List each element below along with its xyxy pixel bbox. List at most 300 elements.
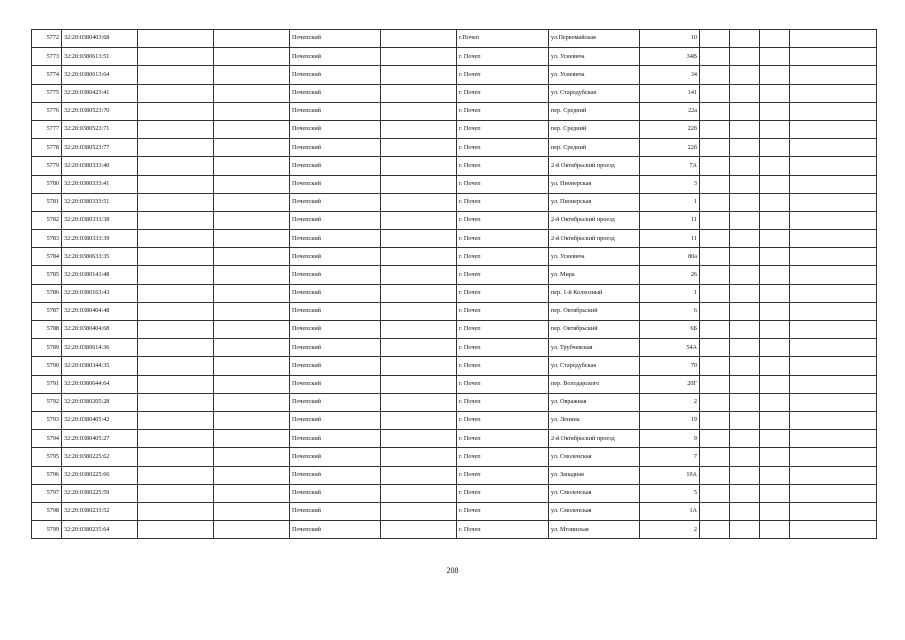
empty-cell <box>138 411 214 429</box>
empty-cell <box>730 157 760 175</box>
empty-cell <box>730 357 760 375</box>
house-number-cell: 5 <box>640 484 700 502</box>
empty-cell <box>700 375 730 393</box>
empty-cell <box>760 357 790 375</box>
empty-cell <box>730 339 760 357</box>
empty-cell <box>760 211 790 229</box>
empty-cell <box>700 284 730 302</box>
empty-cell <box>214 230 290 248</box>
empty-cell <box>381 66 457 84</box>
street-cell: 2-й Октябрьский проезд <box>549 230 640 248</box>
locality-cell: г. Почеп <box>457 357 549 375</box>
empty-cell <box>760 102 790 120</box>
house-number-cell: 6 <box>640 302 700 320</box>
empty-cell <box>214 102 290 120</box>
empty-cell <box>138 484 214 502</box>
row-number-cell: 5794 <box>32 430 62 448</box>
row-number-cell: 5792 <box>32 393 62 411</box>
empty-cell <box>138 248 214 266</box>
registry-table <box>31 29 877 539</box>
empty-cell <box>700 321 730 339</box>
empty-cell <box>730 84 760 102</box>
table-row <box>32 157 877 175</box>
locality-cell: г. Почеп <box>457 248 549 266</box>
empty-cell <box>381 102 457 120</box>
empty-cell <box>730 66 760 84</box>
district-cell: Почепский <box>290 157 381 175</box>
district-cell: Почепский <box>290 102 381 120</box>
empty-cell <box>790 175 877 193</box>
cadastral-number-cell: 32:20:0380333:40 <box>62 157 138 175</box>
row-number-cell: 5774 <box>32 66 62 84</box>
empty-cell <box>790 357 877 375</box>
table-row <box>32 139 877 157</box>
empty-cell <box>730 466 760 484</box>
cadastral-number-cell: 32:20:0380143:48 <box>62 266 138 284</box>
cadastral-number-cell: 32:20:0380225:62 <box>62 448 138 466</box>
house-number-cell: 20Г <box>640 375 700 393</box>
locality-cell: г. Почеп <box>457 430 549 448</box>
empty-cell <box>700 521 730 539</box>
house-number-cell: 10А <box>640 466 700 484</box>
house-number-cell: 1А <box>640 502 700 520</box>
empty-cell <box>760 48 790 66</box>
locality-cell: г. Почеп <box>457 120 549 138</box>
empty-cell <box>790 375 877 393</box>
empty-cell <box>790 466 877 484</box>
house-number-cell: 22б <box>640 139 700 157</box>
empty-cell <box>730 248 760 266</box>
empty-cell <box>138 321 214 339</box>
row-number-cell: 5773 <box>32 48 62 66</box>
table-row <box>32 120 877 138</box>
empty-cell <box>700 430 730 448</box>
table-row <box>32 357 877 375</box>
empty-cell <box>730 211 760 229</box>
table-row <box>32 430 877 448</box>
empty-cell <box>381 466 457 484</box>
empty-cell <box>381 120 457 138</box>
empty-cell <box>138 393 214 411</box>
locality-cell: г. Почеп <box>457 321 549 339</box>
locality-cell: г. Почеп <box>457 302 549 320</box>
district-cell: Почепский <box>290 411 381 429</box>
row-number-cell: 5778 <box>32 139 62 157</box>
empty-cell <box>760 430 790 448</box>
cadastral-number-cell: 32:20:0380523:71 <box>62 120 138 138</box>
empty-cell <box>700 466 730 484</box>
cadastral-number-cell: 32:20:0380333:39 <box>62 230 138 248</box>
empty-cell <box>700 211 730 229</box>
empty-cell <box>730 375 760 393</box>
district-cell: Почепский <box>290 30 381 48</box>
district-cell: Почепский <box>290 302 381 320</box>
row-number-cell: 5796 <box>32 466 62 484</box>
district-cell: Почепский <box>290 48 381 66</box>
locality-cell: г. Почеп <box>457 466 549 484</box>
house-number-cell: 7 <box>640 448 700 466</box>
row-number-cell: 5786 <box>32 284 62 302</box>
empty-cell <box>760 84 790 102</box>
district-cell: Почепский <box>290 430 381 448</box>
row-number-cell: 5793 <box>32 411 62 429</box>
empty-cell <box>381 393 457 411</box>
table-row <box>32 66 877 84</box>
cadastral-number-cell: 32:20:0380333:41 <box>62 175 138 193</box>
empty-cell <box>138 30 214 48</box>
row-number-cell: 5777 <box>32 120 62 138</box>
empty-cell <box>790 157 877 175</box>
table-row <box>32 484 877 502</box>
empty-cell <box>730 284 760 302</box>
district-cell: Почепский <box>290 357 381 375</box>
empty-cell <box>214 448 290 466</box>
empty-cell <box>790 393 877 411</box>
table-row <box>32 30 877 48</box>
cadastral-number-cell: 32:20:0380205:28 <box>62 393 138 411</box>
empty-cell <box>381 193 457 211</box>
street-cell: 2-й Октябрьский проезд <box>549 430 640 448</box>
street-cell: пер. Средний <box>549 102 640 120</box>
empty-cell <box>760 120 790 138</box>
empty-cell <box>138 157 214 175</box>
empty-cell <box>730 230 760 248</box>
house-number-cell: 26 <box>640 266 700 284</box>
locality-cell: г. Почеп <box>457 448 549 466</box>
street-cell: ул. Трубчевская <box>549 339 640 357</box>
cadastral-number-cell: 32:20:0380644:64 <box>62 375 138 393</box>
empty-cell <box>381 357 457 375</box>
empty-cell <box>730 139 760 157</box>
empty-cell <box>730 521 760 539</box>
locality-cell: г. Почеп <box>457 157 549 175</box>
empty-cell <box>138 339 214 357</box>
empty-cell <box>790 521 877 539</box>
empty-cell <box>790 411 877 429</box>
table-row <box>32 321 877 339</box>
locality-cell: г. Почеп <box>457 375 549 393</box>
empty-cell <box>730 430 760 448</box>
table-row <box>32 448 877 466</box>
empty-cell <box>760 30 790 48</box>
empty-cell <box>138 66 214 84</box>
street-cell: ул. Смоленская <box>549 448 640 466</box>
empty-cell <box>760 339 790 357</box>
street-cell: ул. Усиевича <box>549 248 640 266</box>
cadastral-number-cell: 32:20:0380404:48 <box>62 302 138 320</box>
locality-cell: г.Почеп <box>457 30 549 48</box>
empty-cell <box>730 484 760 502</box>
row-number-cell: 5784 <box>32 248 62 266</box>
empty-cell <box>381 248 457 266</box>
house-number-cell: 11 <box>640 211 700 229</box>
row-number-cell: 5775 <box>32 84 62 102</box>
district-cell: Почепский <box>290 139 381 157</box>
empty-cell <box>730 193 760 211</box>
empty-cell <box>760 139 790 157</box>
empty-cell <box>760 248 790 266</box>
empty-cell <box>214 284 290 302</box>
district-cell: Почепский <box>290 193 381 211</box>
empty-cell <box>138 448 214 466</box>
row-number-cell: 5779 <box>32 157 62 175</box>
empty-cell <box>790 266 877 284</box>
empty-cell <box>381 502 457 520</box>
empty-cell <box>760 157 790 175</box>
row-number-cell: 5787 <box>32 302 62 320</box>
row-number-cell: 5791 <box>32 375 62 393</box>
district-cell: Почепский <box>290 84 381 102</box>
empty-cell <box>700 102 730 120</box>
empty-cell <box>730 302 760 320</box>
empty-cell <box>760 411 790 429</box>
district-cell: Почепский <box>290 66 381 84</box>
cadastral-number-cell: 32:20:0380344:35 <box>62 357 138 375</box>
empty-cell <box>214 357 290 375</box>
empty-cell <box>760 175 790 193</box>
empty-cell <box>730 393 760 411</box>
empty-cell <box>730 321 760 339</box>
empty-cell <box>138 466 214 484</box>
table-row <box>32 211 877 229</box>
locality-cell: г. Почеп <box>457 411 549 429</box>
empty-cell <box>760 302 790 320</box>
empty-cell <box>730 411 760 429</box>
empty-cell <box>760 266 790 284</box>
cadastral-number-cell: 32:20:0380613:51 <box>62 48 138 66</box>
row-number-cell: 5780 <box>32 175 62 193</box>
street-cell: пер. Октябрьский <box>549 302 640 320</box>
empty-cell <box>214 211 290 229</box>
cadastral-number-cell: 32:20:0380403:68 <box>62 30 138 48</box>
empty-cell <box>790 84 877 102</box>
house-number-cell: 34 <box>640 66 700 84</box>
empty-cell <box>381 266 457 284</box>
locality-cell: г. Почеп <box>457 48 549 66</box>
empty-cell <box>381 321 457 339</box>
empty-cell <box>790 66 877 84</box>
empty-cell <box>214 48 290 66</box>
empty-cell <box>214 375 290 393</box>
table-row <box>32 393 877 411</box>
table-row <box>32 84 877 102</box>
street-cell: 2-й Октябрьский проезд <box>549 211 640 229</box>
locality-cell: г. Почеп <box>457 521 549 539</box>
empty-cell <box>214 193 290 211</box>
empty-cell <box>381 411 457 429</box>
empty-cell <box>138 84 214 102</box>
district-cell: Почепский <box>290 175 381 193</box>
street-cell: пер. Средний <box>549 120 640 138</box>
cadastral-number-cell: 32:20:0380523:77 <box>62 139 138 157</box>
locality-cell: г. Почеп <box>457 139 549 157</box>
street-cell: пер. Володарского <box>549 375 640 393</box>
district-cell: Почепский <box>290 230 381 248</box>
empty-cell <box>700 302 730 320</box>
empty-cell <box>700 484 730 502</box>
cadastral-number-cell: 32:20:0380163:43 <box>62 284 138 302</box>
house-number-cell: 2 <box>640 393 700 411</box>
house-number-cell: 11 <box>640 230 700 248</box>
empty-cell <box>760 502 790 520</box>
empty-cell <box>381 175 457 193</box>
row-number-cell: 5783 <box>32 230 62 248</box>
empty-cell <box>730 120 760 138</box>
page-number: 208 <box>446 566 459 575</box>
empty-cell <box>138 302 214 320</box>
district-cell: Почепский <box>290 466 381 484</box>
house-number-cell: 3 <box>640 175 700 193</box>
empty-cell <box>214 339 290 357</box>
empty-cell <box>790 502 877 520</box>
row-number-cell: 5772 <box>32 30 62 48</box>
empty-cell <box>790 484 877 502</box>
empty-cell <box>790 102 877 120</box>
empty-cell <box>381 521 457 539</box>
street-cell: ул.Первомайская <box>549 30 640 48</box>
district-cell: Почепский <box>290 248 381 266</box>
empty-cell <box>214 84 290 102</box>
street-cell: ул. Пионерская <box>549 175 640 193</box>
street-cell: ул. Стародубская <box>549 357 640 375</box>
empty-cell <box>760 521 790 539</box>
house-number-cell: 22б <box>640 120 700 138</box>
empty-cell <box>138 430 214 448</box>
empty-cell <box>760 284 790 302</box>
empty-cell <box>790 120 877 138</box>
empty-cell <box>138 357 214 375</box>
street-cell: ул. Ленина <box>549 411 640 429</box>
cadastral-number-cell: 32:20:0380614:36 <box>62 339 138 357</box>
empty-cell <box>214 502 290 520</box>
empty-cell <box>700 448 730 466</box>
empty-cell <box>760 66 790 84</box>
empty-cell <box>381 139 457 157</box>
empty-cell <box>138 48 214 66</box>
cadastral-number-cell: 32:20:0380523:70 <box>62 102 138 120</box>
empty-cell <box>138 120 214 138</box>
house-number-cell: 70 <box>640 357 700 375</box>
empty-cell <box>700 175 730 193</box>
cadastral-number-cell: 32:20:0380423:41 <box>62 84 138 102</box>
street-cell: ул. Пионерская <box>549 193 640 211</box>
table-row <box>32 521 877 539</box>
empty-cell <box>138 375 214 393</box>
empty-cell <box>381 284 457 302</box>
street-cell: ул. Овражная <box>549 393 640 411</box>
empty-cell <box>760 484 790 502</box>
empty-cell <box>214 466 290 484</box>
empty-cell <box>214 66 290 84</box>
empty-cell <box>381 230 457 248</box>
district-cell: Почепский <box>290 393 381 411</box>
empty-cell <box>381 157 457 175</box>
empty-cell <box>790 302 877 320</box>
cadastral-number-cell: 32:20:0380613:64 <box>62 66 138 84</box>
locality-cell: г. Почеп <box>457 284 549 302</box>
empty-cell <box>790 284 877 302</box>
empty-cell <box>138 193 214 211</box>
district-cell: Почепский <box>290 502 381 520</box>
cadastral-number-cell: 32:20:0380333:38 <box>62 211 138 229</box>
empty-cell <box>381 339 457 357</box>
empty-cell <box>381 84 457 102</box>
house-number-cell: 22а <box>640 102 700 120</box>
registry-table-body <box>32 30 877 539</box>
locality-cell: г. Почеп <box>457 211 549 229</box>
empty-cell <box>760 193 790 211</box>
empty-cell <box>730 502 760 520</box>
empty-cell <box>214 484 290 502</box>
empty-cell <box>381 48 457 66</box>
empty-cell <box>730 266 760 284</box>
empty-cell <box>214 120 290 138</box>
house-number-cell: 54А <box>640 339 700 357</box>
cadastral-number-cell: 32:20:0380233:52 <box>62 502 138 520</box>
street-cell: пер. Средний <box>549 139 640 157</box>
row-number-cell: 5795 <box>32 448 62 466</box>
locality-cell: г. Почеп <box>457 66 549 84</box>
table-row <box>32 266 877 284</box>
table-row <box>32 230 877 248</box>
house-number-cell: 80а <box>640 248 700 266</box>
empty-cell <box>381 30 457 48</box>
house-number-cell: 1 <box>640 193 700 211</box>
street-cell: ул. Западная <box>549 466 640 484</box>
house-number-cell: 7А <box>640 157 700 175</box>
empty-cell <box>214 411 290 429</box>
table-row <box>32 248 877 266</box>
empty-cell <box>214 393 290 411</box>
empty-cell <box>138 211 214 229</box>
empty-cell <box>730 102 760 120</box>
row-number-cell: 5799 <box>32 521 62 539</box>
locality-cell: г. Почеп <box>457 193 549 211</box>
empty-cell <box>700 84 730 102</box>
street-cell: ул. Мглинская <box>549 521 640 539</box>
empty-cell <box>700 248 730 266</box>
empty-cell <box>700 339 730 357</box>
street-cell: ул. Смоленская <box>549 502 640 520</box>
empty-cell <box>760 230 790 248</box>
table-row <box>32 175 877 193</box>
row-number-cell: 5776 <box>32 102 62 120</box>
district-cell: Почепский <box>290 321 381 339</box>
empty-cell <box>214 430 290 448</box>
locality-cell: г. Почеп <box>457 102 549 120</box>
street-cell: пер. Октябрьский <box>549 321 640 339</box>
empty-cell <box>760 321 790 339</box>
empty-cell <box>381 211 457 229</box>
empty-cell <box>138 175 214 193</box>
empty-cell <box>214 157 290 175</box>
house-number-cell: 1 <box>640 284 700 302</box>
table-row <box>32 48 877 66</box>
empty-cell <box>214 175 290 193</box>
street-cell: пер. 1-й Колхозный <box>549 284 640 302</box>
empty-cell <box>730 30 760 48</box>
empty-cell <box>730 48 760 66</box>
empty-cell <box>790 211 877 229</box>
empty-cell <box>214 266 290 284</box>
district-cell: Почепский <box>290 375 381 393</box>
empty-cell <box>138 502 214 520</box>
district-cell: Почепский <box>290 266 381 284</box>
street-cell: ул. Смоленская <box>549 484 640 502</box>
empty-cell <box>700 411 730 429</box>
empty-cell <box>700 157 730 175</box>
empty-cell <box>760 375 790 393</box>
